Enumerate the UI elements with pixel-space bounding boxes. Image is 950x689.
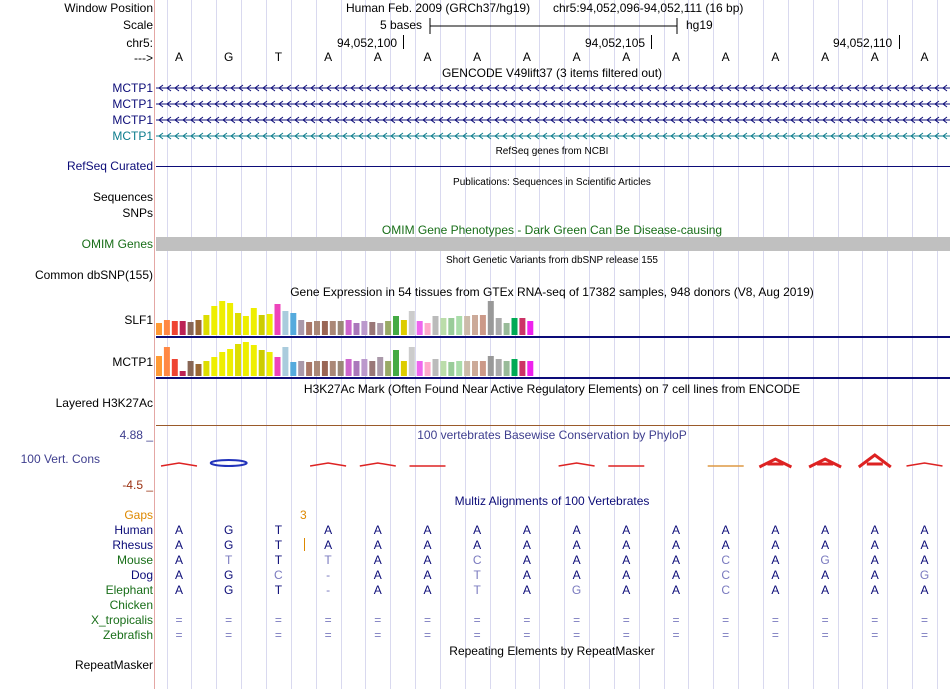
alignment-base: A [870,553,879,567]
alignment-base: = [423,628,431,642]
gtex-slf1-bar [488,301,494,335]
alignment-base: = [920,628,928,642]
alignment-base: = [573,628,581,642]
gap-marker [304,538,305,551]
alignment-base: = [672,628,680,642]
alignment-base: C [721,583,731,597]
gtex-slf1-bar [377,323,383,335]
gtex-mctp1-bar [504,361,510,376]
track-label-refseq[interactable]: RefSeq Curated [66,159,153,173]
alignment-base: A [622,523,631,537]
alignment-base: A [920,538,929,552]
gtex-slf1-bar [338,321,344,335]
gtex-mctp1-bar [275,357,281,376]
alignment-base: = [374,613,382,627]
alignment-base: G [820,553,830,567]
coordinate-label: 94,052,100 [337,36,398,50]
gtex-slf1-bar [512,318,518,335]
alignment-base: A [174,568,183,582]
gtex-mctp1-bar [267,352,273,376]
alignment-base: = [473,613,481,627]
repeatmasker-track-title: Repeating Elements by RepeatMasker [449,644,655,658]
reference-base: T [274,50,283,64]
alignment-base: T [324,553,332,567]
assembly-name: Human Feb. 2009 (GRCh37/hg19) [346,1,531,15]
alignment-base: A [771,538,780,552]
alignment-base: A [622,583,631,597]
gtex-slf1-bar [330,321,336,335]
alignment-base: A [870,583,879,597]
alignment-base: G [224,538,234,552]
alignment-base: A [423,523,432,537]
gtex-slf1-bar [369,322,375,335]
gtex-mctp1-bar [401,361,407,376]
gtex-mctp1-bar [472,361,478,376]
species-label[interactable]: X_tropicalis [90,613,153,627]
gtex-mctp1-bars[interactable] [156,341,556,376]
alignment-base: A [423,538,432,552]
species-label[interactable]: Human [114,523,153,537]
alignment-base: G [919,568,930,582]
alignment-base: A [671,553,680,567]
alignment-base: A [821,538,830,552]
gtex-slf1-bar [203,315,209,335]
gtex-slf1-bar [164,320,170,335]
gtex-mctp1-bar [409,347,415,376]
gtex-mctp1-bar [243,342,249,376]
gtex-mctp1-bar [369,361,375,376]
alignment-base: = [523,613,531,627]
gtex-slf1-bar [464,316,470,335]
coordinate-tick [651,35,652,49]
alignment-base: = [722,613,730,627]
phylop-glyph [809,459,841,467]
alignment-base: A [671,538,680,552]
alignment-base: T [473,583,481,597]
gtex-slf1-bar [354,323,360,335]
alignment-base: C [472,553,482,567]
dbsnp-track-title: Short Genetic Variants from dbSNP release 155 [446,255,658,266]
gtex-slf1-bar [448,318,454,335]
alignment-base: A [870,523,879,537]
alignment-base: = [175,613,183,627]
gtex-mctp1-bar [180,371,186,376]
alignment-base: A [423,568,432,582]
alignment-base: = [622,613,630,627]
gtex-mctp1-bar [172,359,178,376]
coordinate-tick [403,35,404,49]
reference-base: A [721,50,730,64]
alignment-base: = [821,628,829,642]
alignment-base: = [374,628,382,642]
gtex-slf1-bar [298,320,304,335]
reference-base: A [622,50,631,64]
coordinate-tick [899,35,900,49]
alignment-base: A [522,538,531,552]
alignment-base: A [572,523,581,537]
gap-count: 3 [300,508,307,522]
gtex-mctp1-bar [519,361,525,376]
cons-min-label: -4.5 _ [122,478,153,492]
alignment-base: A [522,553,531,567]
gtex-slf1-bar [290,313,296,335]
alignment-base: = [821,613,829,627]
alignment-base: A [920,523,929,537]
track-label-sequences[interactable]: Sequences [92,190,153,204]
gtex-mctp1-bar [354,361,360,376]
window-position-label: Window Position [64,1,153,15]
gtex-slf1-bar [267,314,273,335]
scale-bar-label: 5 bases [380,18,423,32]
multiz-track-title: Multiz Alignments of 100 Vertebrates [454,494,650,508]
gtex-mctp1-bar [219,352,225,376]
gtex-mctp1-bar [211,357,217,376]
alignment-base: G [224,568,234,582]
reference-base: A [870,50,879,64]
reference-base: A [423,50,432,64]
gtex-mctp1-bar [480,361,486,376]
alignment-base: = [324,628,332,642]
alignment-base: = [672,613,680,627]
gtex-mctp1-bar [361,359,367,376]
reference-base: A [324,50,333,64]
gtex-slf1-bar [496,318,502,335]
alignment-base: = [622,628,630,642]
alignment-base: G [224,583,234,597]
phylop-glyph [859,455,891,467]
reference-base: A [473,50,482,64]
gtex-slf1-bar [219,301,225,335]
species-label[interactable]: Dog [130,568,153,582]
gencode-transcript-label[interactable]: MCTP1 [112,113,153,127]
gtex-mctp1-bar [488,356,494,376]
alignment-base: A [373,538,382,552]
alignment-base: A [870,568,879,582]
phylop-glyph [360,463,396,466]
alignment-base: A [373,553,382,567]
label-divider [154,0,155,689]
gtex-mctp1-bar [298,361,304,376]
reference-base: A [522,50,531,64]
gtex-mctp1-bar [464,361,470,376]
gtex-slf1-bar [188,322,194,335]
reference-base: A [671,50,680,64]
gtex-slf1-bar [433,316,439,335]
gtex-mctp1-bar [259,350,265,376]
gtex-slf1-bar [156,323,162,335]
gtex-slf1-bar [306,322,312,335]
alignment-base: A [671,568,680,582]
alignment-base: = [920,613,928,627]
alignment-base: = [473,628,481,642]
alignment-base: C [721,568,731,582]
refseq-track-title: RefSeq genes from NCBI [495,146,609,157]
gtex-mctp1-bar [322,361,328,376]
alignment-base: A [522,568,531,582]
phylop-glyph [310,463,346,466]
gtex-slf1-bar [401,320,407,335]
gtex-mctp1-bar [433,359,439,376]
chrom-label: chr5: [126,36,153,50]
scale-bar [425,17,685,35]
gtex-slf1-bar [504,323,510,335]
reference-base: A [373,50,382,64]
species-label[interactable]: Rhesus [112,538,153,552]
alignment-base: = [722,628,730,642]
reference-base: A [174,50,183,64]
species-label[interactable]: Elephant [105,583,153,597]
alignment-base: A [821,523,830,537]
gtex-slf1-bar [480,315,486,335]
alignment-base: A [771,568,780,582]
alignment-base: A [324,523,333,537]
alignment-base: A [572,538,581,552]
track-label-h3k27ac[interactable]: Layered H3K27Ac [55,396,153,410]
gtex-mctp1-bar [512,359,518,376]
alignment-base: A [920,553,929,567]
alignment-base: A [622,538,631,552]
alignment-base: = [274,628,282,642]
gtex-slf1-bar [346,320,352,335]
alignment-base: = [573,613,581,627]
alignment-base: A [522,523,531,537]
gtex-slf1-bars[interactable] [156,300,556,335]
alignment-base: A [870,538,879,552]
alignment-base: = [423,613,431,627]
alignment-base: A [771,553,780,567]
phylop-glyph [211,460,247,466]
gtex-mctp1-bar [393,350,399,376]
gtex-slf1-bar [235,313,241,335]
gtex-mctp1-bar [196,364,202,376]
coordinate-label: 94,052,110 [833,36,893,50]
alignment-base: = [771,628,779,642]
gaps-label: Gaps [124,508,153,522]
phylop-track-title: 100 vertebrates Basewise Conservation by PhyloP [417,428,687,442]
gtex-slf1-baseline [156,336,950,338]
gtex-slf1-bar [361,321,367,335]
alignment-base: T [274,538,283,552]
scale-label: Scale [122,18,153,32]
species-label[interactable]: Mouse [116,553,153,567]
alignment-base: = [324,613,332,627]
omim-track-title: OMIM Gene Phenotypes - Dark Green Can Be Disease-causing [381,223,723,237]
alignment-base: G [571,583,582,597]
alignment-base: G [224,523,234,537]
gtex-mctp1-bar [164,347,170,376]
gtex-mctp1-bar [385,361,391,376]
alignment-base: A [821,568,830,582]
gtex-slf1-bar [275,304,281,335]
alignment-base: A [423,553,432,567]
gtex-mctp1-bar [282,347,288,376]
gtex-slf1-bar [385,321,391,335]
coordinate-label: 94,052,105 [585,36,646,50]
alignment-base: = [225,613,233,627]
strand-label: ---> [134,51,153,65]
gtex-mctp1-baseline [156,377,950,379]
gtex-mctp1-bar [496,359,502,376]
alignment-base: A [423,583,432,597]
gtex-slf1-bar [314,321,320,335]
gtex-slf1-bar [417,321,423,335]
gtex-track-title: Gene Expression in 54 tissues from GTEx RNA-seq of 17382 samples, 948 donors (V8, Aug 2019) [290,285,814,299]
gtex-mctp1-bar [346,359,352,376]
alignment-base: = [871,613,879,627]
reference-base: A [920,50,929,64]
gtex-mctp1-bar [235,344,241,376]
alignment-base: = [871,628,879,642]
alignment-base: T [473,568,481,582]
alignment-base: A [622,553,631,567]
alignment-base: C [274,568,283,582]
gtex-mctp1-bar [527,361,533,376]
gtex-mctp1-bar [290,362,296,376]
gtex-slf1-bar [259,315,265,335]
species-label[interactable]: Chicken [109,598,153,612]
gtex-mctp1-bar [417,361,423,376]
gtex-slf1-bar [172,321,178,335]
alignment-base: A [174,553,183,567]
gtex-slf1-bar [519,318,525,335]
scale-bar-db: hg19 [686,18,713,32]
alignment-base: A [373,583,382,597]
alignment-base: = [274,613,282,627]
alignment-base: A [721,538,730,552]
alignment-base: - [326,583,331,597]
track-label-snps[interactable]: SNPs [122,206,153,220]
alignment-base: A [522,583,531,597]
gtex-mctp1-bar [156,356,162,376]
gtex-mctp1-bar [306,362,312,376]
gtex-mctp1-bar [456,361,462,376]
alignment-base: C [721,553,731,567]
cons-max-label: 4.88 _ [119,428,153,442]
gtex-slf1-bar [251,308,257,335]
gencode-transcript-label[interactable]: MCTP1 [112,81,153,95]
gtex-slf1-bar [409,311,415,335]
gtex-slf1-bar [440,318,446,335]
alignment-base: A [771,583,780,597]
alignment-base: T [274,553,283,567]
track-label-vert-cons[interactable]: 100 Vert. Cons [20,452,100,466]
reference-base: A [572,50,581,64]
species-label[interactable]: Zebrafish [102,628,153,642]
gtex-slf1-bar [180,321,186,335]
alignment-base: A [473,523,482,537]
h3k27ac-baseline [156,425,950,426]
gtex-slf1-bar [425,323,431,335]
alignment-base: A [572,553,581,567]
position-range: chr5:94,052,096-94,052,111 (16 bp) [553,1,744,15]
reference-base: A [821,50,830,64]
alignment-base: A [671,583,680,597]
alignment-base: T [225,553,233,567]
alignment-base: A [671,523,680,537]
alignment-base: = [225,628,233,642]
reference-base: G [224,50,234,64]
gtex-slf1-bar [456,316,462,335]
alignment-base: = [523,628,531,642]
gencode-transcript-label[interactable]: MCTP1 [112,129,153,143]
gtex-mctp1-bar [330,361,336,376]
gtex-slf1-bar [472,315,478,335]
alignment-base: A [920,583,929,597]
gtex-mctp1-bar [377,357,383,376]
alignment-base: A [473,538,482,552]
gtex-mctp1-bar [314,361,320,376]
alignment-base: = [175,628,183,642]
track-label-mctp1-expression[interactable]: MCTP1 [112,355,153,369]
gtex-slf1-bar [282,311,288,335]
gtex-mctp1-bar [440,361,446,376]
alignment-base: A [174,583,183,597]
gencode-track-title: GENCODE V49lift37 (3 items filtered out) [441,66,663,80]
gtex-slf1-bar [211,306,217,335]
gtex-slf1-bar [527,321,533,335]
track-label-slf1[interactable]: SLF1 [124,313,153,327]
track-label-omim[interactable]: OMIM Genes [81,237,153,251]
gtex-slf1-bar [322,321,328,335]
gtex-slf1-bar [243,316,249,335]
track-label-common-dbsnp[interactable]: Common dbSNP(155) [34,268,153,282]
omim-phenotype-bar[interactable] [156,237,950,251]
gencode-transcript-label[interactable]: MCTP1 [112,97,153,111]
alignment-base: A [572,568,581,582]
refseq-gene-line[interactable] [156,166,950,167]
alignment-base: A [373,568,382,582]
gtex-mctp1-bar [338,361,344,376]
gtex-mctp1-bar [227,349,233,376]
phylop-glyph [559,463,595,466]
gtex-mctp1-bar [203,361,209,376]
alignment-base: - [326,568,331,582]
alignment-base: T [274,583,283,597]
gtex-slf1-bar [393,316,399,335]
h3k27ac-track-title: H3K27Ac Mark (Often Found Near Active Regulatory Elements) on 7 cell lines from ENCODE [303,382,801,396]
publications-track-title: Publications: Sequences in Scientific Articles [453,177,651,188]
alignment-base: A [174,538,183,552]
alignment-base: A [622,568,631,582]
phylop-glyph [907,463,943,466]
gtex-slf1-bar [227,303,233,335]
alignment-base: T [274,523,283,537]
alignment-base: A [373,523,382,537]
gtex-mctp1-bar [251,345,257,376]
phylop-glyph [759,459,791,467]
alignment-base: A [721,523,730,537]
alignment-base: A [324,538,333,552]
gencode-transcripts[interactable] [156,80,950,142]
track-label-repeatmasker[interactable]: RepeatMasker [74,658,153,672]
gtex-mctp1-bar [425,362,431,376]
alignment-base: A [821,583,830,597]
gtex-mctp1-bar [448,362,454,376]
phylop-glyph [161,463,197,466]
gtex-mctp1-bar [188,361,194,376]
alignment-base: A [174,523,183,537]
reference-base: A [771,50,780,64]
phylop-logo[interactable] [156,452,950,474]
alignment-base: A [771,523,780,537]
alignment-base: = [771,613,779,627]
gtex-slf1-bar [196,320,202,335]
